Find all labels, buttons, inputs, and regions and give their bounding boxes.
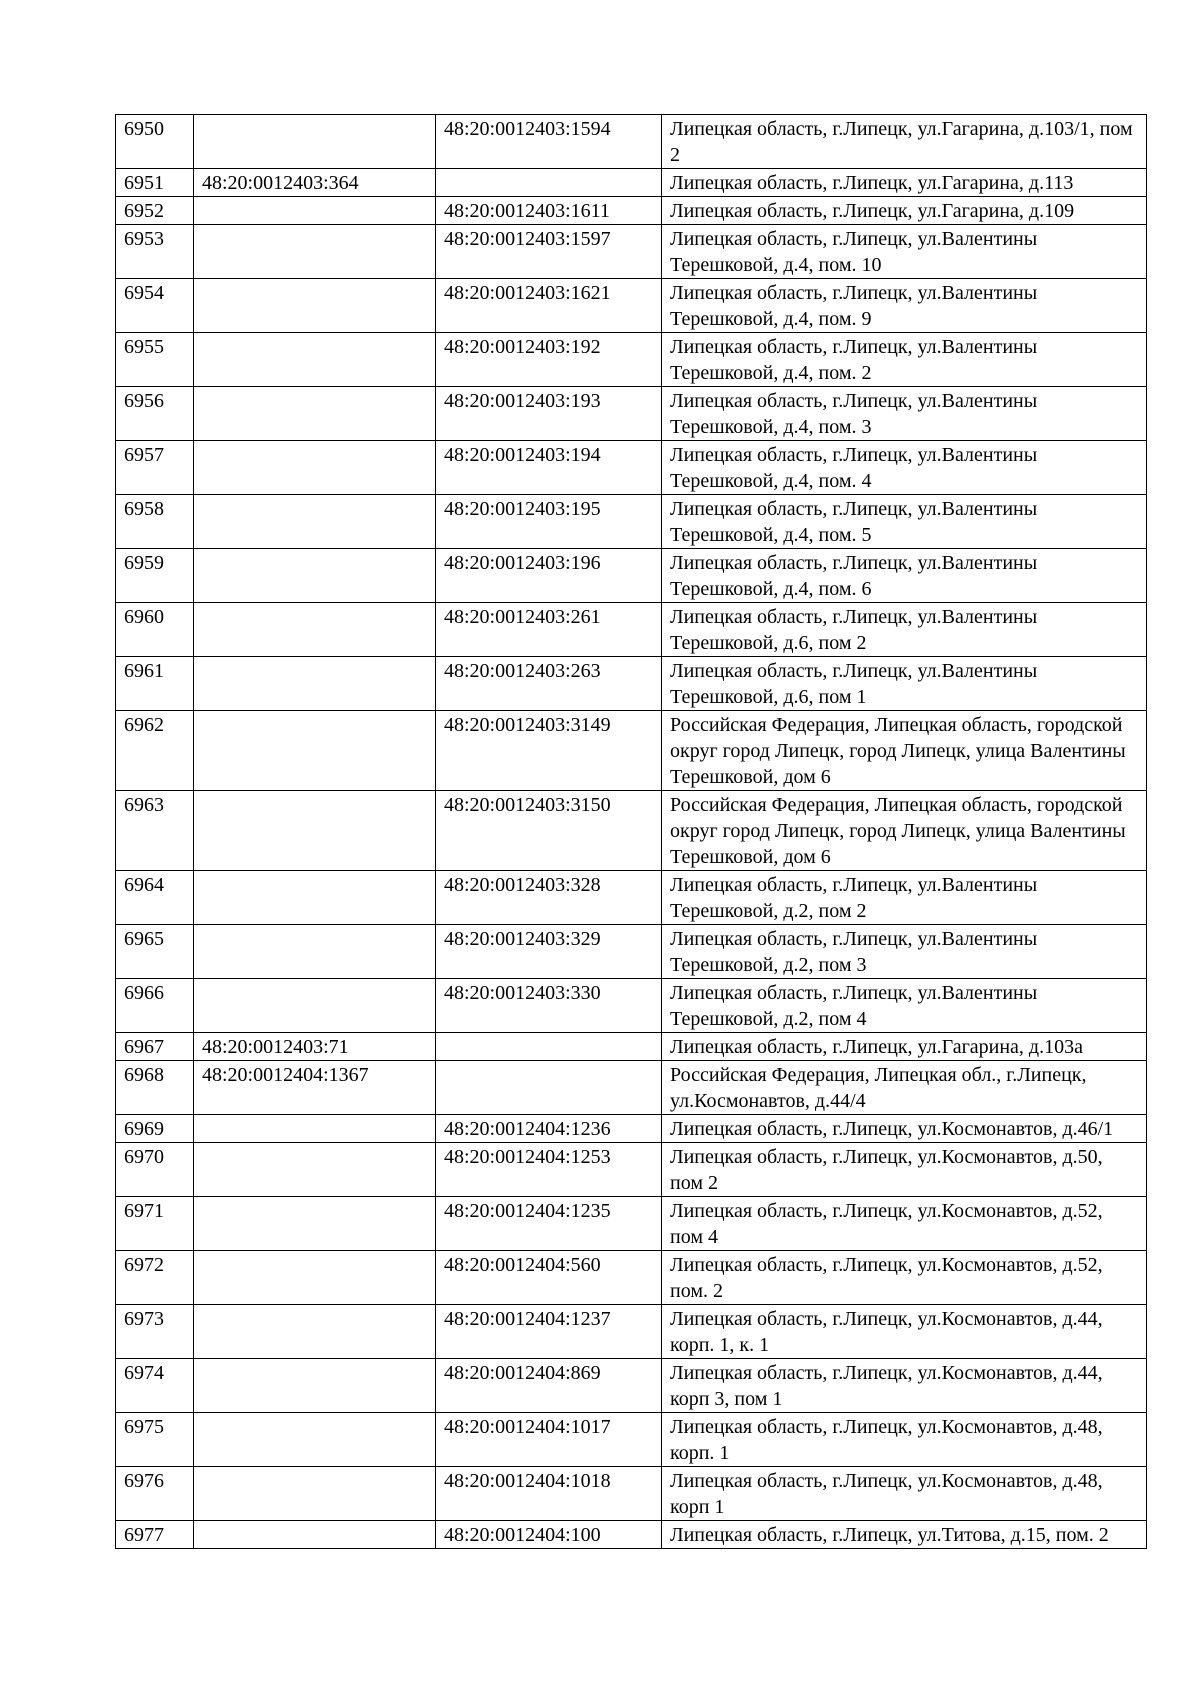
- land-cadastral-number-cell: [194, 197, 436, 225]
- row-number-cell: 6973: [116, 1305, 194, 1359]
- address-cell: Липецкая область, г.Липецк, ул.Валентины Терешковой, д.4, пом. 10: [662, 225, 1147, 279]
- table-row: [116, 1197, 1147, 1251]
- table-row: [116, 1359, 1147, 1413]
- address-cell: Липецкая область, г.Липецк, ул.Валентины Терешковой, д.6, пом 2: [662, 603, 1147, 657]
- object-cadastral-number-cell: 48:20:0012404:869: [436, 1359, 662, 1413]
- row-number-cell: 6950: [116, 115, 194, 169]
- address-cell: Российская Федерация, Липецкая обл., г.Липецк, ул.Космонавтов, д.44/4: [662, 1061, 1147, 1115]
- address-cell: Липецкая область, г.Липецк, ул.Космонавтов, д.52, пом 4: [662, 1197, 1147, 1251]
- land-cadastral-number-cell: 48:20:0012404:1367: [194, 1061, 436, 1115]
- row-number-cell: 6976: [116, 1467, 194, 1521]
- address-cell: Липецкая область, г.Липецк, ул.Космонавтов, д.44, корп. 1, к. 1: [662, 1305, 1147, 1359]
- land-cadastral-number-cell: [194, 1143, 436, 1197]
- address-cell: Липецкая область, г.Липецк, ул.Гагарина, д.109: [662, 197, 1147, 225]
- address-cell: Липецкая область, г.Липецк, ул.Космонавтов, д.48, корп. 1: [662, 1413, 1147, 1467]
- table-row: [116, 333, 1147, 387]
- row-number-cell: 6975: [116, 1413, 194, 1467]
- object-cadastral-number-cell: 48:20:0012403:1594: [436, 115, 662, 169]
- row-number-cell: 6968: [116, 1061, 194, 1115]
- object-cadastral-number-cell: 48:20:0012403:3149: [436, 711, 662, 791]
- address-cell: Липецкая область, г.Липецк, ул.Валентины Терешковой, д.2, пом 3: [662, 925, 1147, 979]
- address-cell: Липецкая область, г.Липецк, ул.Космонавтов, д.46/1: [662, 1115, 1147, 1143]
- address-cell: Липецкая область, г.Липецк, ул.Космонавтов, д.44, корп 3, пом 1: [662, 1359, 1147, 1413]
- object-cadastral-number-cell: 48:20:0012403:194: [436, 441, 662, 495]
- object-cadastral-number-cell: 48:20:0012403:195: [436, 495, 662, 549]
- table-row: [116, 495, 1147, 549]
- object-cadastral-number-cell: 48:20:0012404:560: [436, 1251, 662, 1305]
- table-row: [116, 279, 1147, 333]
- row-number-cell: 6969: [116, 1115, 194, 1143]
- object-cadastral-number-cell: [436, 169, 662, 197]
- address-cell: Липецкая область, г.Липецк, ул.Валентины Терешковой, д.4, пом. 3: [662, 387, 1147, 441]
- table-row: [116, 549, 1147, 603]
- object-cadastral-number-cell: 48:20:0012404:1237: [436, 1305, 662, 1359]
- address-cell: Липецкая область, г.Липецк, ул.Гагарина, д.113: [662, 169, 1147, 197]
- address-cell: Липецкая область, г.Липецк, ул.Гагарина, д.103а: [662, 1033, 1147, 1061]
- table-row: [116, 657, 1147, 711]
- row-number-cell: 6977: [116, 1521, 194, 1549]
- table-row: [116, 603, 1147, 657]
- row-number-cell: 6959: [116, 549, 194, 603]
- row-number-cell: 6958: [116, 495, 194, 549]
- table-row: [116, 1061, 1147, 1115]
- land-cadastral-number-cell: [194, 1359, 436, 1413]
- row-number-cell: 6951: [116, 169, 194, 197]
- land-cadastral-number-cell: [194, 791, 436, 871]
- land-cadastral-number-cell: [194, 115, 436, 169]
- land-cadastral-number-cell: [194, 495, 436, 549]
- address-cell: Липецкая область, г.Липецк, ул.Валентины Терешковой, д.2, пом 4: [662, 979, 1147, 1033]
- object-cadastral-number-cell: 48:20:0012403:263: [436, 657, 662, 711]
- land-cadastral-number-cell: [194, 871, 436, 925]
- address-cell: Липецкая область, г.Липецк, ул.Космонавтов, д.48, корп 1: [662, 1467, 1147, 1521]
- table-row: [116, 1033, 1147, 1061]
- object-cadastral-number-cell: 48:20:0012403:329: [436, 925, 662, 979]
- address-cell: Липецкая область, г.Липецк, ул.Валентины Терешковой, д.6, пом 1: [662, 657, 1147, 711]
- object-cadastral-number-cell: 48:20:0012403:1611: [436, 197, 662, 225]
- land-cadastral-number-cell: [194, 657, 436, 711]
- table-row: [116, 1413, 1147, 1467]
- object-cadastral-number-cell: [436, 1061, 662, 1115]
- land-cadastral-number-cell: [194, 1115, 436, 1143]
- land-cadastral-number-cell: [194, 441, 436, 495]
- address-cell: Липецкая область, г.Липецк, ул.Валентины Терешковой, д.2, пом 2: [662, 871, 1147, 925]
- table-row: [116, 1143, 1147, 1197]
- table-row: [116, 1467, 1147, 1521]
- land-cadastral-number-cell: [194, 1413, 436, 1467]
- table-row: [116, 441, 1147, 495]
- address-cell: Липецкая область, г.Липецк, ул.Валентины Терешковой, д.4, пом. 9: [662, 279, 1147, 333]
- row-number-cell: 6960: [116, 603, 194, 657]
- row-number-cell: 6964: [116, 871, 194, 925]
- row-number-cell: 6954: [116, 279, 194, 333]
- table-row: [116, 1305, 1147, 1359]
- table-row: [116, 197, 1147, 225]
- object-cadastral-number-cell: 48:20:0012403:192: [436, 333, 662, 387]
- address-cell: Липецкая область, г.Липецк, ул.Валентины Терешковой, д.4, пом. 2: [662, 333, 1147, 387]
- row-number-cell: 6970: [116, 1143, 194, 1197]
- row-number-cell: 6967: [116, 1033, 194, 1061]
- table-row: [116, 871, 1147, 925]
- object-cadastral-number-cell: 48:20:0012404:1236: [436, 1115, 662, 1143]
- land-cadastral-number-cell: [194, 225, 436, 279]
- row-number-cell: 6971: [116, 1197, 194, 1251]
- land-cadastral-number-cell: [194, 1305, 436, 1359]
- object-cadastral-number-cell: 48:20:0012404:1017: [436, 1413, 662, 1467]
- land-cadastral-number-cell: [194, 1197, 436, 1251]
- table-row: [116, 387, 1147, 441]
- row-number-cell: 6952: [116, 197, 194, 225]
- object-cadastral-number-cell: 48:20:0012404:1235: [436, 1197, 662, 1251]
- object-cadastral-number-cell: 48:20:0012403:1597: [436, 225, 662, 279]
- address-cell: Российская Федерация, Липецкая область, городской округ город Липецк, город Липецк, улица Валентины Терешковой, дом 6: [662, 711, 1147, 791]
- land-cadastral-number-cell: [194, 333, 436, 387]
- address-cell: Липецкая область, г.Липецк, ул.Валентины Терешковой, д.4, пом. 4: [662, 441, 1147, 495]
- land-cadastral-number-cell: [194, 711, 436, 791]
- row-number-cell: 6956: [116, 387, 194, 441]
- land-cadastral-number-cell: [194, 279, 436, 333]
- object-cadastral-number-cell: 48:20:0012404:100: [436, 1521, 662, 1549]
- row-number-cell: 6972: [116, 1251, 194, 1305]
- row-number-cell: 6974: [116, 1359, 194, 1413]
- row-number-cell: 6957: [116, 441, 194, 495]
- row-number-cell: 6955: [116, 333, 194, 387]
- object-cadastral-number-cell: 48:20:0012403:3150: [436, 791, 662, 871]
- address-cell: Липецкая область, г.Липецк, ул.Гагарина, д.103/1, пом 2: [662, 115, 1147, 169]
- land-cadastral-number-cell: [194, 979, 436, 1033]
- object-cadastral-number-cell: 48:20:0012403:330: [436, 979, 662, 1033]
- object-cadastral-number-cell: 48:20:0012403:193: [436, 387, 662, 441]
- table-row: [116, 169, 1147, 197]
- land-cadastral-number-cell: 48:20:0012403:71: [194, 1033, 436, 1061]
- object-cadastral-number-cell: 48:20:0012404:1253: [436, 1143, 662, 1197]
- address-cell: Липецкая область, г.Липецк, ул.Валентины Терешковой, д.4, пом. 6: [662, 549, 1147, 603]
- table-body: [116, 115, 1147, 1549]
- cadastral-table: [115, 114, 1147, 1549]
- table-row: [116, 711, 1147, 791]
- object-cadastral-number-cell: 48:20:0012404:1018: [436, 1467, 662, 1521]
- row-number-cell: 6962: [116, 711, 194, 791]
- land-cadastral-number-cell: 48:20:0012403:364: [194, 169, 436, 197]
- row-number-cell: 6961: [116, 657, 194, 711]
- land-cadastral-number-cell: [194, 387, 436, 441]
- table-row: [116, 115, 1147, 169]
- row-number-cell: 6953: [116, 225, 194, 279]
- address-cell: Липецкая область, г.Липецк, ул.Титова, д.15, пом. 2: [662, 1521, 1147, 1549]
- land-cadastral-number-cell: [194, 549, 436, 603]
- table-row: [116, 1521, 1147, 1549]
- row-number-cell: 6965: [116, 925, 194, 979]
- object-cadastral-number-cell: 48:20:0012403:196: [436, 549, 662, 603]
- address-cell: Липецкая область, г.Липецк, ул.Космонавтов, д.50, пом 2: [662, 1143, 1147, 1197]
- table-row: [116, 1251, 1147, 1305]
- row-number-cell: 6966: [116, 979, 194, 1033]
- address-cell: Российская Федерация, Липецкая область, городской округ город Липецк, город Липецк, улица Валентины Терешковой, дом 6: [662, 791, 1147, 871]
- land-cadastral-number-cell: [194, 1467, 436, 1521]
- land-cadastral-number-cell: [194, 1251, 436, 1305]
- table-row: [116, 791, 1147, 871]
- table-row: [116, 1115, 1147, 1143]
- land-cadastral-number-cell: [194, 1521, 436, 1549]
- object-cadastral-number-cell: 48:20:0012403:261: [436, 603, 662, 657]
- address-cell: Липецкая область, г.Липецк, ул.Валентины Терешковой, д.4, пом. 5: [662, 495, 1147, 549]
- address-cell: Липецкая область, г.Липецк, ул.Космонавтов, д.52, пом. 2: [662, 1251, 1147, 1305]
- table-row: [116, 979, 1147, 1033]
- object-cadastral-number-cell: [436, 1033, 662, 1061]
- object-cadastral-number-cell: 48:20:0012403:1621: [436, 279, 662, 333]
- land-cadastral-number-cell: [194, 603, 436, 657]
- table-row: [116, 225, 1147, 279]
- object-cadastral-number-cell: 48:20:0012403:328: [436, 871, 662, 925]
- land-cadastral-number-cell: [194, 925, 436, 979]
- row-number-cell: 6963: [116, 791, 194, 871]
- table-row: [116, 925, 1147, 979]
